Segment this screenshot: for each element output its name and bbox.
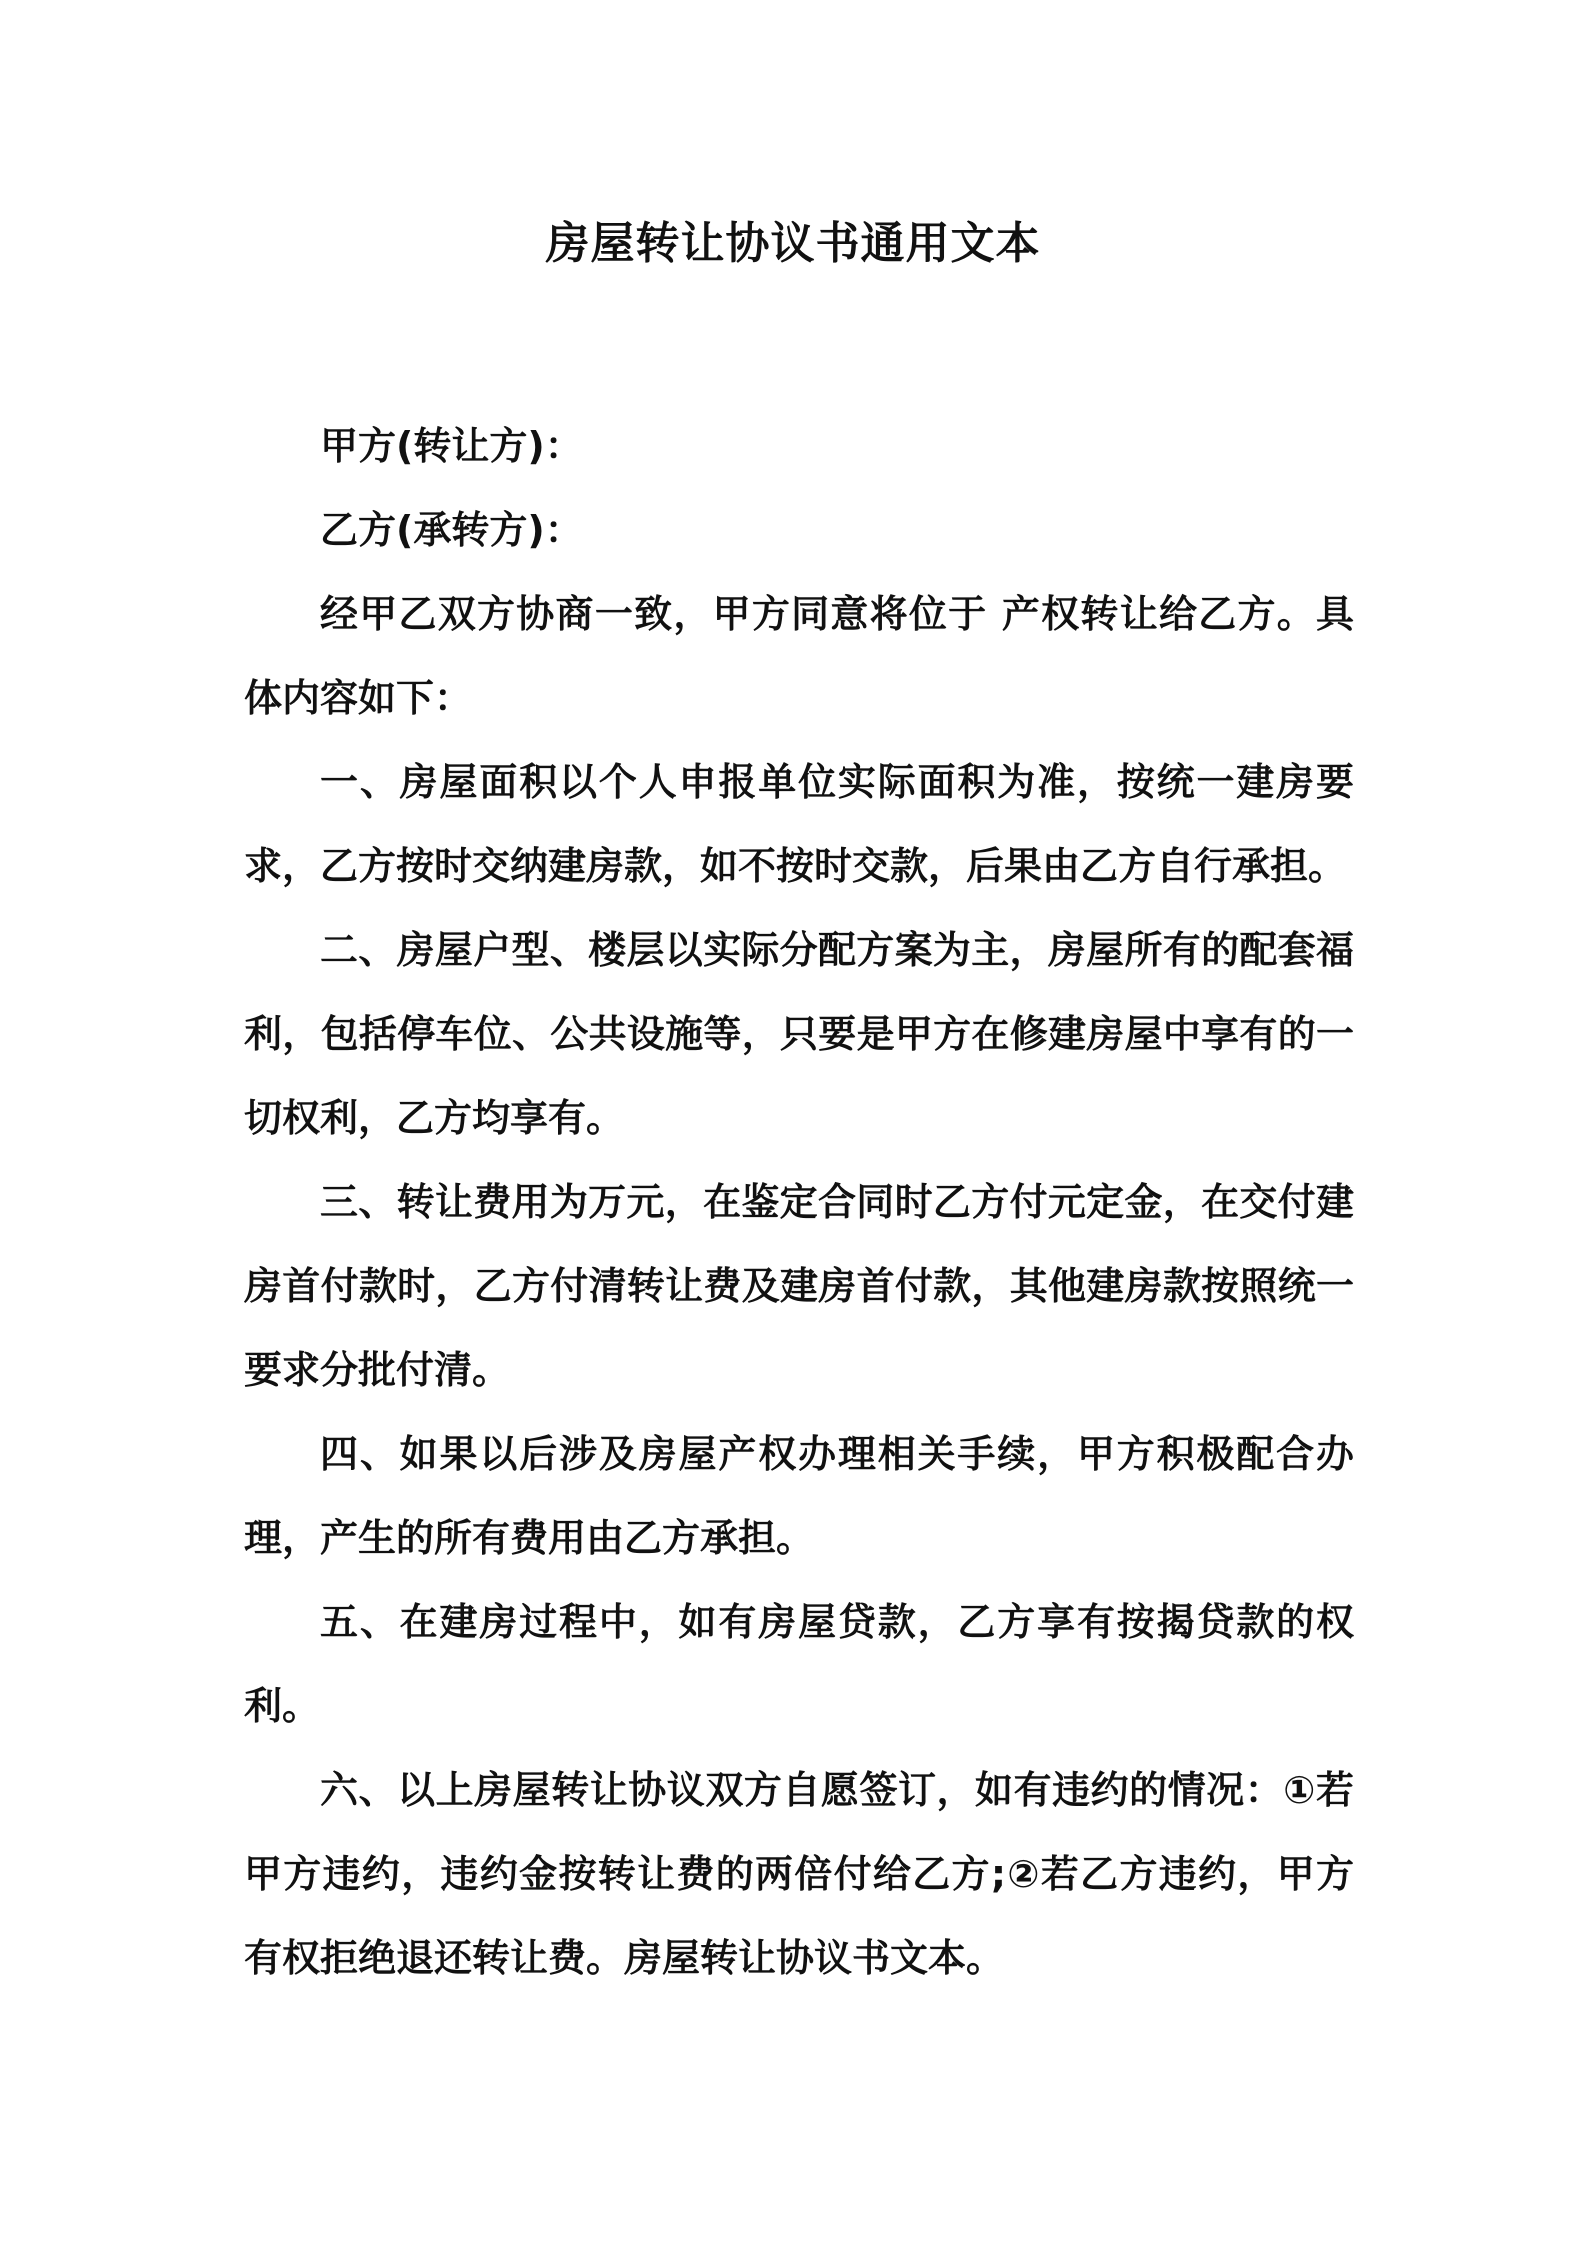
clause-6: 六、以上房屋转让协议双方自愿签订，如有违约的情况：①若甲方违约，违约金按转让费的两倍付给乙方;②若乙方违约，甲方有权拒绝退还转让费。房屋转让协议书文本。	[244, 1768, 1354, 1980]
clause-4: 四、如果以后涉及房屋产权办理相关手续，甲方积极配合办理，产生的所有费用由乙方承担。	[244, 1432, 1354, 1560]
clause-5: 五、在建房过程中，如有房屋贷款，乙方享有按揭贷款的权利。	[244, 1600, 1354, 1728]
clause-3: 三、转让费用为万元，在鉴定合同时乙方付元定金，在交付建房首付款时，乙方付清转让费及建房首付款，其他建房款按照统一要求分批付清。	[244, 1180, 1354, 1392]
clause-1: 一、房屋面积以个人申报单位实际面积为准，按统一建房要求，乙方按时交纳建房款，如不按时交款，后果由乙方自行承担。	[244, 760, 1354, 888]
document-body	[244, 404, 1354, 2000]
clause-2: 二、房屋户型、楼层以实际分配方案为主，房屋所有的配套福利，包括停车位、公共设施等，只要是甲方在修建房屋中享有的一切权利，乙方均享有。	[244, 928, 1354, 1140]
document-title: 房屋转让协议书通用文本	[545, 218, 1041, 269]
party-a-line: 甲方(转让方)：	[320, 424, 583, 468]
party-b-line: 乙方(承转方)：	[320, 508, 583, 552]
intro-paragraph: 经甲乙双方协商一致，甲方同意将位于 产权转让给乙方。具体内容如下：	[244, 592, 1354, 720]
